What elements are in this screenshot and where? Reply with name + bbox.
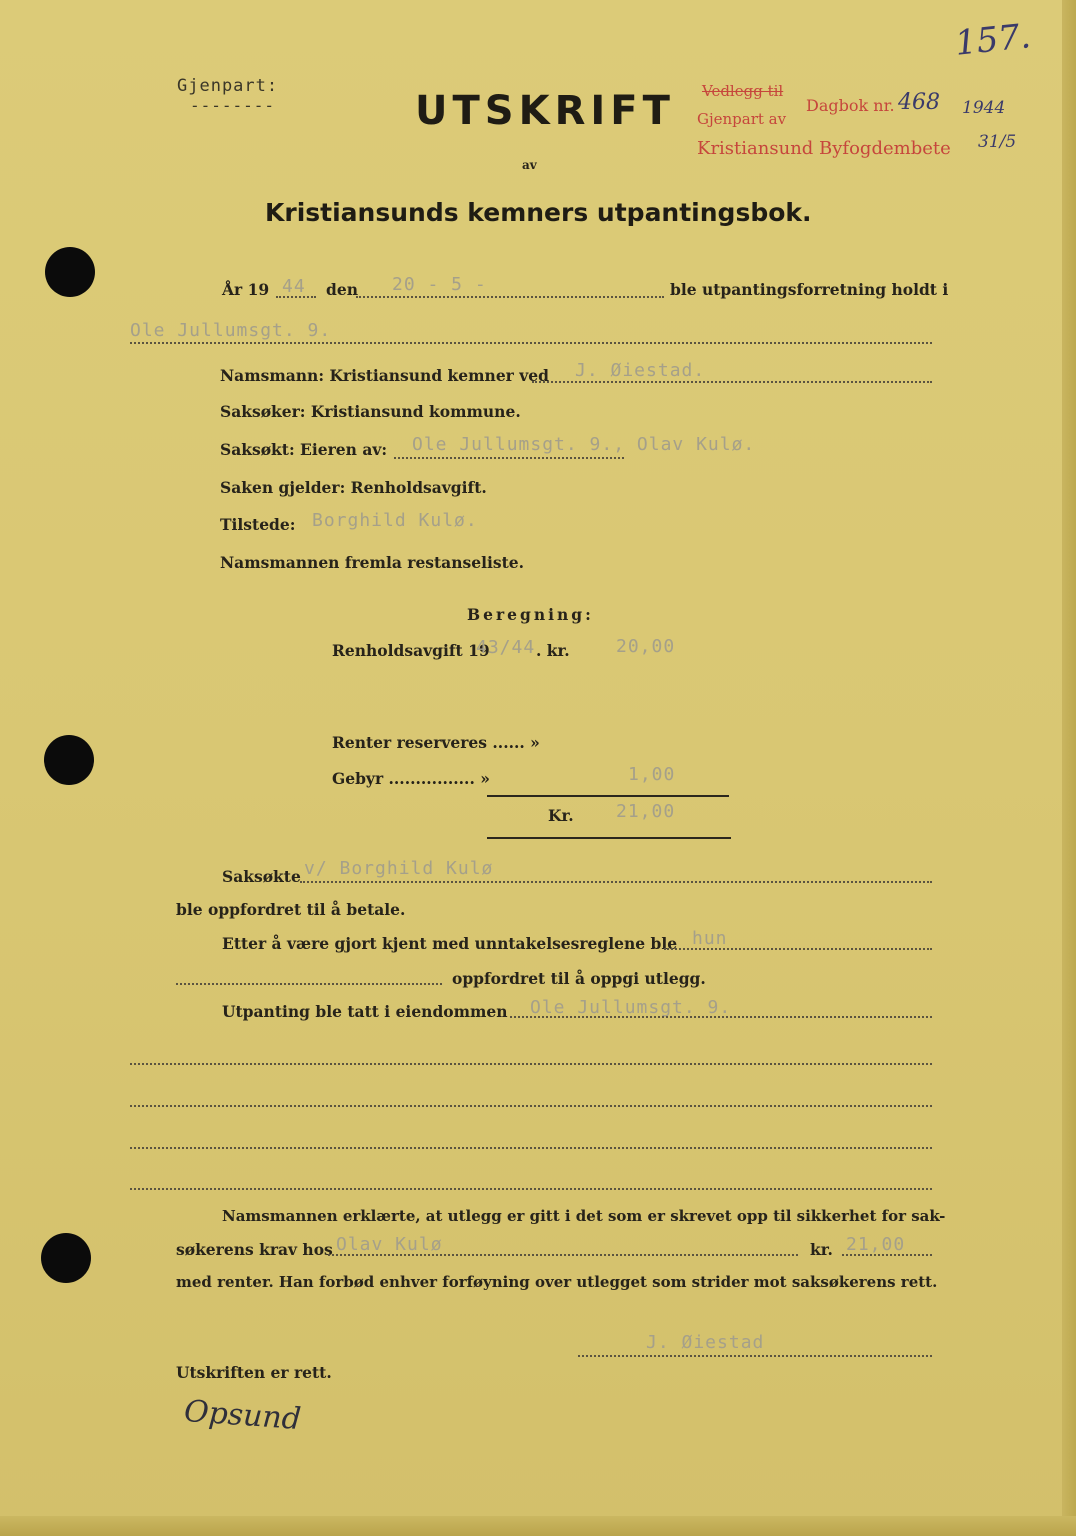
year-value: 44 (282, 276, 306, 297)
total-label: Kr. (548, 806, 574, 825)
punch-hole-top (45, 247, 95, 297)
location-value: Ole Jullumsgt. 9. (130, 320, 332, 341)
saksokt-label: Saksøkt: Eieren av: (220, 440, 388, 459)
den-label: den (326, 280, 358, 299)
blank-line-2 (130, 1105, 932, 1107)
renhold-amount: 20,00 (616, 636, 676, 657)
utpanting-value: Ole Jullumsgt. 9. (530, 997, 732, 1018)
saksoker-line: Saksøker: Kristiansund kommune. (220, 402, 521, 421)
utskrift-rett: Utskriften er rett. (176, 1363, 332, 1382)
namsmann-value: J. Øiestad. (575, 360, 706, 381)
stamp-dagbok-label: Dagbok nr. (806, 96, 895, 115)
document-title: UTSKRIFT (415, 88, 675, 134)
namsmann-dots (532, 381, 932, 383)
title-av: av (522, 158, 537, 172)
declaration-hos-label: søkerens krav hos (176, 1240, 333, 1259)
oppfordret-line: ble oppfordret til å betale. (176, 900, 406, 919)
saksokt-dots (394, 457, 624, 459)
signature-name: J. Øiestad (646, 1332, 765, 1353)
saksokte-label: Saksøkte (222, 867, 301, 886)
stamp-dagbok-number: 468 (898, 90, 940, 115)
stamp-year: 1944 (962, 98, 1006, 118)
saksokt-value: Ole Jullumsgt. 9., Olav Kulø. (412, 434, 756, 455)
renhold-period: 43/44 (476, 637, 536, 658)
oppgi-dots (176, 983, 442, 985)
namsmann-label: Namsmann: Kristiansund kemner ved (220, 366, 549, 385)
ar-label: År 19 (222, 280, 270, 299)
saksokte-dots (300, 881, 932, 883)
saksokte-value: v/ Borghild Kulø (304, 858, 494, 879)
page-number: 157. (953, 16, 1033, 64)
handwritten-signature: Opsund (182, 1393, 303, 1438)
gjenpart-underline: -------- (190, 96, 276, 115)
sum-rule-top (487, 795, 729, 797)
year-dots (276, 296, 316, 298)
gebyr-label: Gebyr ................ » (332, 769, 490, 788)
blank-line-1 (130, 1063, 932, 1065)
held-label: ble utpantingsforretning holdt i (670, 280, 949, 299)
oppgi-line: oppfordret til å oppgi utlegg. (452, 969, 706, 988)
utpanting-label: Utpanting ble tatt i eiendommen (222, 1002, 508, 1021)
blank-line-4 (130, 1188, 932, 1190)
declaration-line-3: med renter. Han forbød enhver forføyning over utlegget som strider mot saksøkerens rett. (176, 1273, 938, 1291)
kr-dots (842, 1254, 932, 1256)
punch-hole-middle (44, 735, 94, 785)
page-edge-right (1062, 0, 1076, 1536)
stamp-line-gjenpart: Gjenpart av (697, 110, 787, 128)
etter-value: hun (692, 928, 728, 949)
document-subtitle: Kristiansunds kemners utpantingsbok. (265, 198, 812, 227)
etter-dots (664, 948, 932, 950)
stamp-line-byfogd: Kristiansund Byfogdembete (697, 138, 951, 159)
declaration-hos-value: Olav Kulø (336, 1234, 443, 1255)
declaration-kr-value: 21,00 (846, 1234, 906, 1255)
sum-rule-bottom (487, 837, 731, 839)
date-value: 20 - 5 - (392, 274, 487, 295)
hos-dots (328, 1254, 798, 1256)
total-amount: 21,00 (616, 801, 676, 822)
blank-line-3 (130, 1147, 932, 1149)
gebyr-amount: 1,00 (628, 764, 676, 785)
utpanting-dots (510, 1016, 932, 1018)
declaration-kr-label: kr. (810, 1240, 833, 1259)
tilstede-label: Tilstede: (220, 515, 296, 534)
stamp-date-note: 31/5 (978, 132, 1017, 152)
date-dots (356, 296, 664, 298)
calc-heading: Beregning: (467, 605, 594, 624)
declaration-line-1: Namsmannen erklærte, at utlegg er gitt i det som er skrevet opp til sikkerhet for sak- (222, 1207, 946, 1225)
punch-hole-bottom (41, 1233, 91, 1283)
renhold-kr: . kr. (536, 641, 570, 660)
etter-label: Etter å være gjort kjent med unntakelsesreglene ble (222, 934, 678, 953)
gjenpart-label: Gjenpart: (177, 76, 279, 96)
page-edge-bottom (0, 1516, 1076, 1536)
fremla-line: Namsmannen fremla restanseliste. (220, 553, 525, 572)
renhold-label: Renholdsavgift 19 (332, 641, 490, 660)
signature-dots (578, 1355, 932, 1357)
renter-line: Renter reserveres ...... » (332, 733, 540, 752)
tilstede-value: Borghild Kulø. (312, 510, 478, 531)
saken-line: Saken gjelder: Renholdsavgift. (220, 478, 487, 497)
location-dots (130, 342, 932, 344)
stamp-line-vedlegg: Vedlegg til (702, 82, 784, 100)
